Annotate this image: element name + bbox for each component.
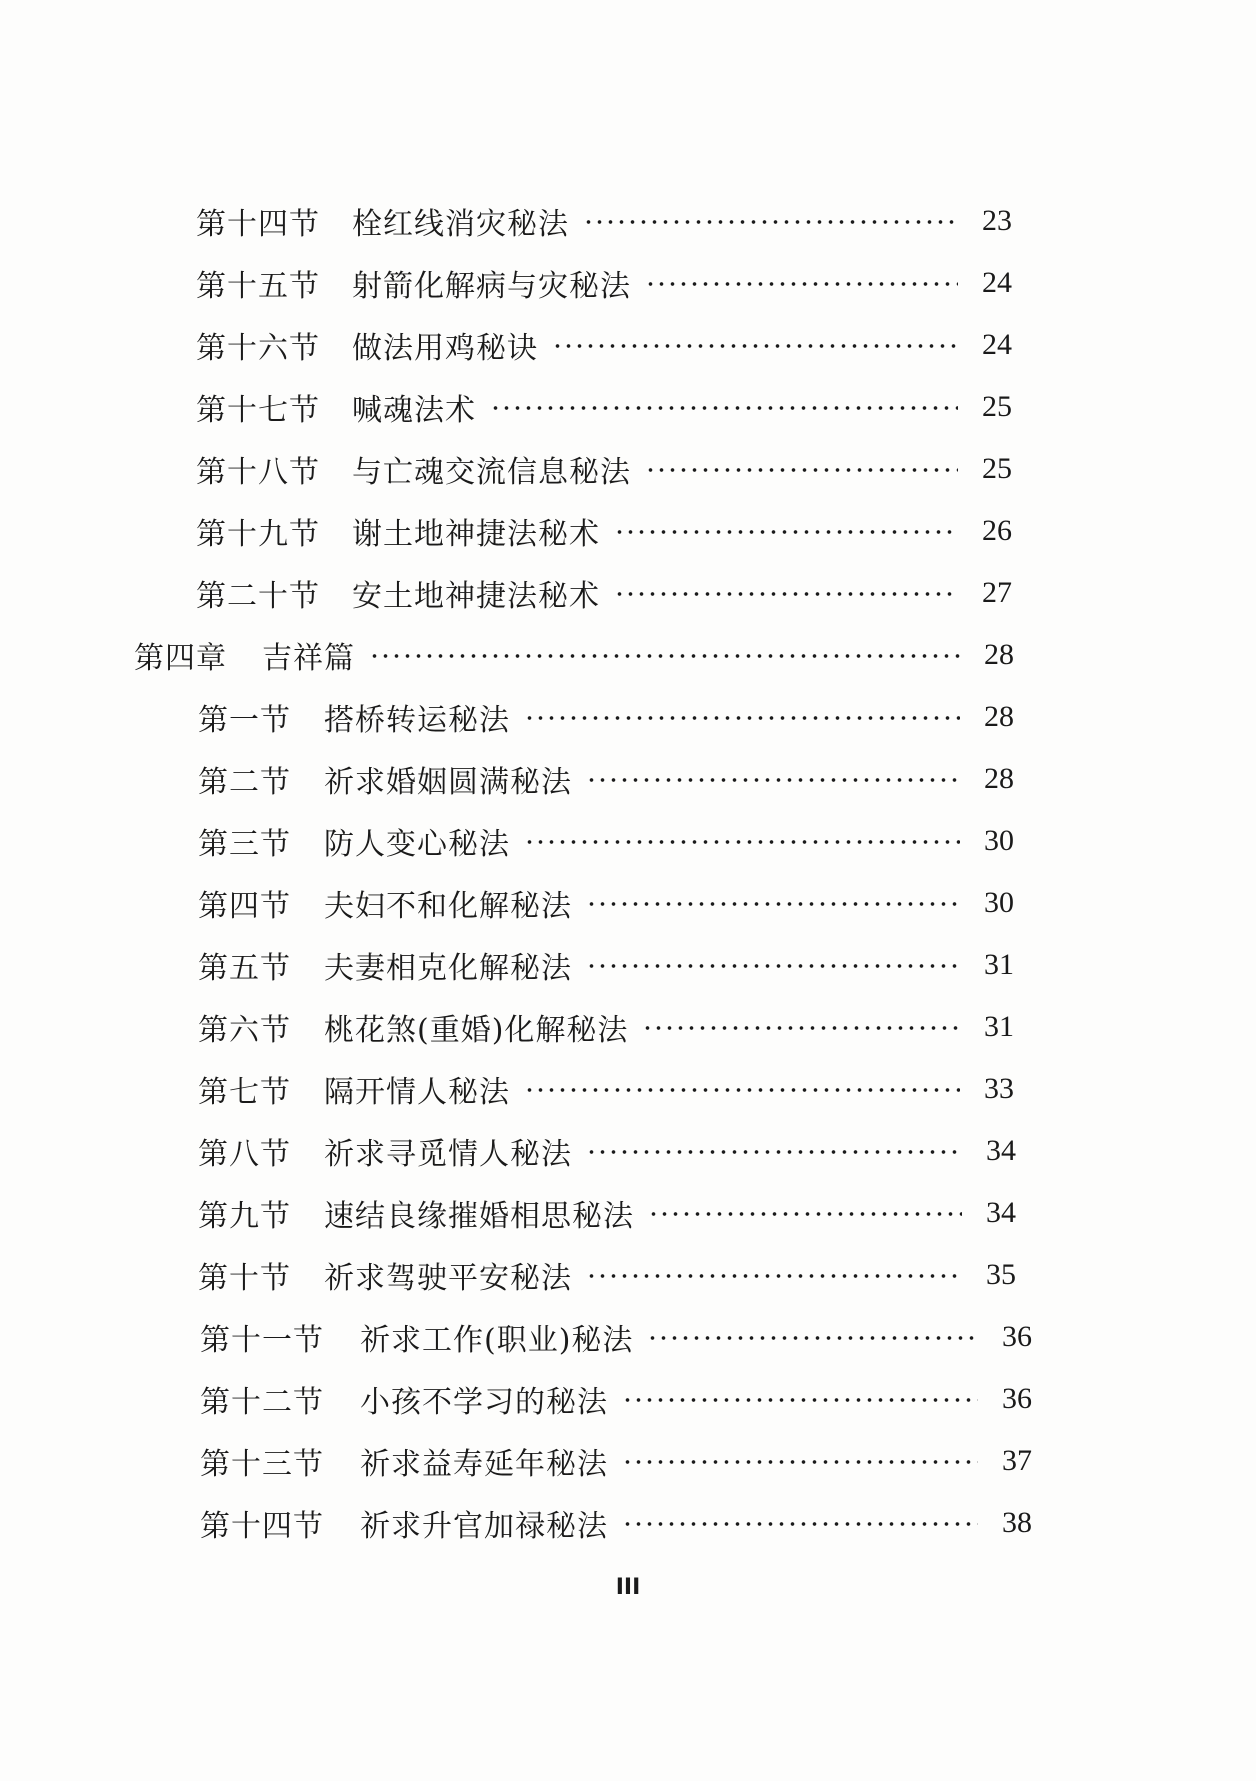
toc-section-number: 第十四节	[200, 1509, 324, 1544]
toc-page-number: 31	[984, 948, 1014, 981]
dot-leader	[524, 716, 960, 720]
dot-leader	[642, 1026, 960, 1030]
toc-entry	[200, 1439, 1032, 1483]
toc-page-number: 27	[982, 576, 1012, 609]
toc-entry	[198, 757, 1014, 801]
toc-section-title: 祈求寻觅情人秘法	[324, 1137, 572, 1172]
toc-page-number: 25	[982, 390, 1012, 423]
toc-section-number: 第四节	[198, 889, 291, 924]
toc-section-title: 搭桥转运秘法	[324, 703, 510, 738]
toc-section-number: 第十一节	[200, 1323, 324, 1358]
toc-page-number: 34	[986, 1134, 1016, 1167]
toc-section-number: 第六节	[198, 1013, 291, 1048]
toc-section-number: 第八节	[198, 1137, 291, 1172]
dot-leader	[524, 1088, 960, 1092]
toc-entry	[200, 1315, 1032, 1359]
toc-page-number: 28	[984, 762, 1014, 795]
dot-leader	[369, 654, 960, 658]
toc-page-number: 28	[984, 700, 1014, 733]
toc-entry	[200, 1501, 1032, 1545]
toc-section-title: 栓红线消灾秘法	[352, 207, 569, 242]
dot-leader	[586, 902, 960, 906]
toc-section-title: 射箭化解病与灾秘法	[352, 269, 631, 304]
toc-section-title: 祈求驾驶平安秘法	[324, 1261, 572, 1296]
toc-entry	[196, 571, 1012, 615]
dot-leader	[586, 1150, 962, 1154]
toc-chapter-title: 吉祥篇	[262, 641, 355, 676]
toc-entry	[196, 261, 1012, 305]
toc-section-title: 喊魂法术	[352, 393, 476, 428]
toc-section-title: 安土地神捷法秘术	[352, 579, 600, 614]
toc-section-title: 谢土地神捷法秘术	[352, 517, 600, 552]
toc-section-title: 小孩不学习的秘法	[360, 1385, 608, 1420]
toc-page-number: 26	[982, 514, 1012, 547]
toc-entry	[200, 1377, 1032, 1421]
dot-leader	[645, 468, 958, 472]
toc-entry	[198, 1191, 1016, 1235]
toc-entry	[196, 199, 1012, 243]
toc-entry	[198, 695, 1014, 739]
toc-section-title: 祈求益寿延年秘法	[360, 1447, 608, 1482]
toc-entry	[198, 1067, 1014, 1111]
toc-page-number: 28	[984, 638, 1014, 671]
toc-section-number: 第二节	[198, 765, 291, 800]
dot-leader	[552, 344, 958, 348]
toc-page-number: 24	[982, 328, 1012, 361]
toc-section-title: 夫妻相克化解秘法	[324, 951, 572, 986]
toc-entry	[198, 1005, 1014, 1049]
toc-entry	[196, 323, 1012, 367]
toc-entry	[198, 819, 1014, 863]
dot-leader	[648, 1212, 962, 1216]
dot-leader	[614, 530, 958, 534]
toc-section-title: 做法用鸡秘诀	[352, 331, 538, 366]
toc-page-number: 33	[984, 1072, 1014, 1105]
toc-section-number: 第十七节	[196, 393, 320, 428]
dot-leader	[586, 964, 960, 968]
toc-section-title: 桃花煞(重婚)化解秘法	[324, 1013, 629, 1048]
dot-leader	[586, 1274, 962, 1278]
toc-page-number: 30	[984, 824, 1014, 857]
toc-page-number: 38	[1002, 1506, 1032, 1539]
toc-section-number: 第十节	[198, 1261, 291, 1296]
toc-section-number: 第十二节	[200, 1385, 324, 1420]
dot-leader	[583, 220, 958, 224]
dot-leader	[647, 1336, 978, 1340]
toc-section-title: 祈求婚姻圆满秘法	[324, 765, 572, 800]
toc-section-number: 第十九节	[196, 517, 320, 552]
dot-leader	[490, 406, 958, 410]
dot-leader	[622, 1522, 978, 1526]
toc-section-number: 第九节	[198, 1199, 291, 1234]
toc-page-number: 36	[1002, 1382, 1032, 1415]
toc-entry	[198, 881, 1014, 925]
toc-entry	[198, 1129, 1016, 1173]
toc-page-number: 31	[984, 1010, 1014, 1043]
dot-leader	[524, 840, 960, 844]
dot-leader	[614, 592, 958, 596]
toc-section-number: 第五节	[198, 951, 291, 986]
toc-section-number: 第七节	[198, 1075, 291, 1110]
toc-entry	[198, 1253, 1016, 1297]
toc-entry	[196, 447, 1012, 491]
toc-section-title: 与亡魂交流信息秘法	[352, 455, 631, 490]
toc-section-number: 第十八节	[196, 455, 320, 490]
toc-section-title: 速结良缘摧婚相思秘法	[324, 1199, 634, 1234]
toc-section-number: 第十六节	[196, 331, 320, 366]
toc-page-number: 36	[1002, 1320, 1032, 1353]
dot-leader	[586, 778, 960, 782]
toc-section-title: 祈求升官加禄秘法	[360, 1509, 608, 1544]
toc-section-title: 祈求工作(职业)秘法	[360, 1323, 634, 1358]
toc-section-number: 第十四节	[196, 207, 320, 242]
toc-section-number: 第二十节	[196, 579, 320, 614]
toc-page-number: 25	[982, 452, 1012, 485]
toc-page-number: 35	[986, 1258, 1016, 1291]
toc-page-number: 30	[984, 886, 1014, 919]
toc-page-number: 23	[982, 204, 1012, 237]
toc-section-number: 第一节	[198, 703, 291, 738]
dot-leader	[622, 1398, 978, 1402]
toc-page-number: 34	[986, 1196, 1016, 1229]
toc-section-number: 第十五节	[196, 269, 320, 304]
toc-section-number: 第三节	[198, 827, 291, 862]
toc-chapter-number: 第四章	[134, 641, 227, 676]
toc-page-number: 24	[982, 266, 1012, 299]
toc-section-title: 夫妇不和化解秘法	[324, 889, 572, 924]
dot-leader	[622, 1460, 978, 1464]
toc-section-number: 第十三节	[200, 1447, 324, 1482]
toc-section-title: 防人变心秘法	[324, 827, 510, 862]
toc-entry	[198, 943, 1014, 987]
dot-leader	[645, 282, 958, 286]
toc-chapter-entry	[134, 633, 1014, 677]
toc-entry	[196, 509, 1012, 553]
toc-page-number: 37	[1002, 1444, 1032, 1477]
toc-entry	[196, 385, 1012, 429]
page-folio: III	[615, 1575, 641, 1600]
toc-section-title: 隔开情人秘法	[324, 1075, 510, 1110]
